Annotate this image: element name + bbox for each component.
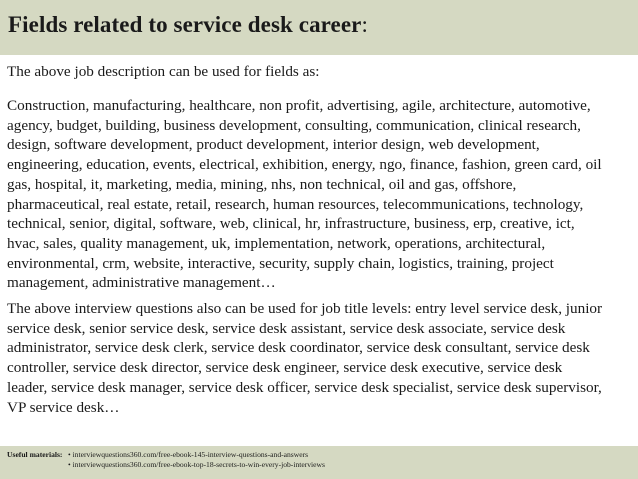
useful-materials-row bbox=[7, 450, 325, 460]
slide-title-colon: : bbox=[361, 12, 368, 37]
useful-materials-link[interactable]: • interviewquestions360.com/free-ebook-145-interview-questions-and-answers bbox=[68, 450, 309, 459]
job-levels-line: The above interview questions also can be used for job title levels: entry level service desk, junior bbox=[7, 300, 603, 317]
job-levels-line: controller, service desk director, service desk engineer, service desk executive, service desk bbox=[7, 359, 563, 377]
fields-line: technical, senior, digital, software, web, clinical, hr, infrastructure, business, erp, creative, ict, bbox=[7, 215, 575, 233]
job-levels-line: VP service desk… bbox=[7, 398, 120, 416]
fields-line: gas, hospital, it, marketing, media, mining, nhs, non technical, oil and gas, offshore, bbox=[7, 175, 517, 193]
useful-materials-link[interactable]: • interviewquestions360.com/free-ebook-top-18-secrets-to-win-every-job-interviews bbox=[68, 460, 325, 469]
fields-line: design, software development, product development, interior design, web development, bbox=[7, 136, 540, 154]
job-levels-line: service desk, senior service desk, service desk assistant, service desk associate, service desk bbox=[7, 319, 566, 337]
job-levels-line: administrator, service desk clerk, service desk coordinator, service desk consultant, service desk bbox=[7, 339, 590, 357]
fields-paragraph bbox=[7, 96, 632, 293]
useful-materials bbox=[7, 450, 325, 470]
fields-line: engineering, education, events, electrical, exhibition, energy, ngo, finance, fashion, green card, oil bbox=[7, 156, 602, 174]
useful-materials-label: Useful materials: bbox=[7, 450, 63, 459]
fields-line: pharmaceutical, real estate, retail, research, human resources, telecommunications, technology, bbox=[7, 195, 584, 213]
job-levels-paragraph bbox=[7, 299, 632, 417]
job-levels-line: leader, service desk manager, service desk officer, service desk specialist, service desk supervisor, bbox=[7, 378, 602, 396]
useful-materials-row bbox=[7, 460, 325, 470]
fields-line: agency, budget, building, business development, consulting, communication, clinical research, bbox=[7, 116, 581, 134]
intro-text: The above job description can be used for fields as: bbox=[7, 63, 320, 80]
slide-title bbox=[8, 12, 368, 38]
slide-title-text: Fields related to service desk career bbox=[8, 12, 362, 37]
fields-line: management, administrative management… bbox=[7, 274, 276, 292]
fields-line: Construction, manufacturing, healthcare, non profit, advertising, agile, architecture, automotive, bbox=[7, 97, 591, 114]
fields-line: hvac, sales, quality management, uk, implementation, network, operations, architectural, bbox=[7, 234, 546, 252]
fields-line: environmental, crm, website, interactive, security, supply chain, logistics, training, project bbox=[7, 254, 554, 272]
